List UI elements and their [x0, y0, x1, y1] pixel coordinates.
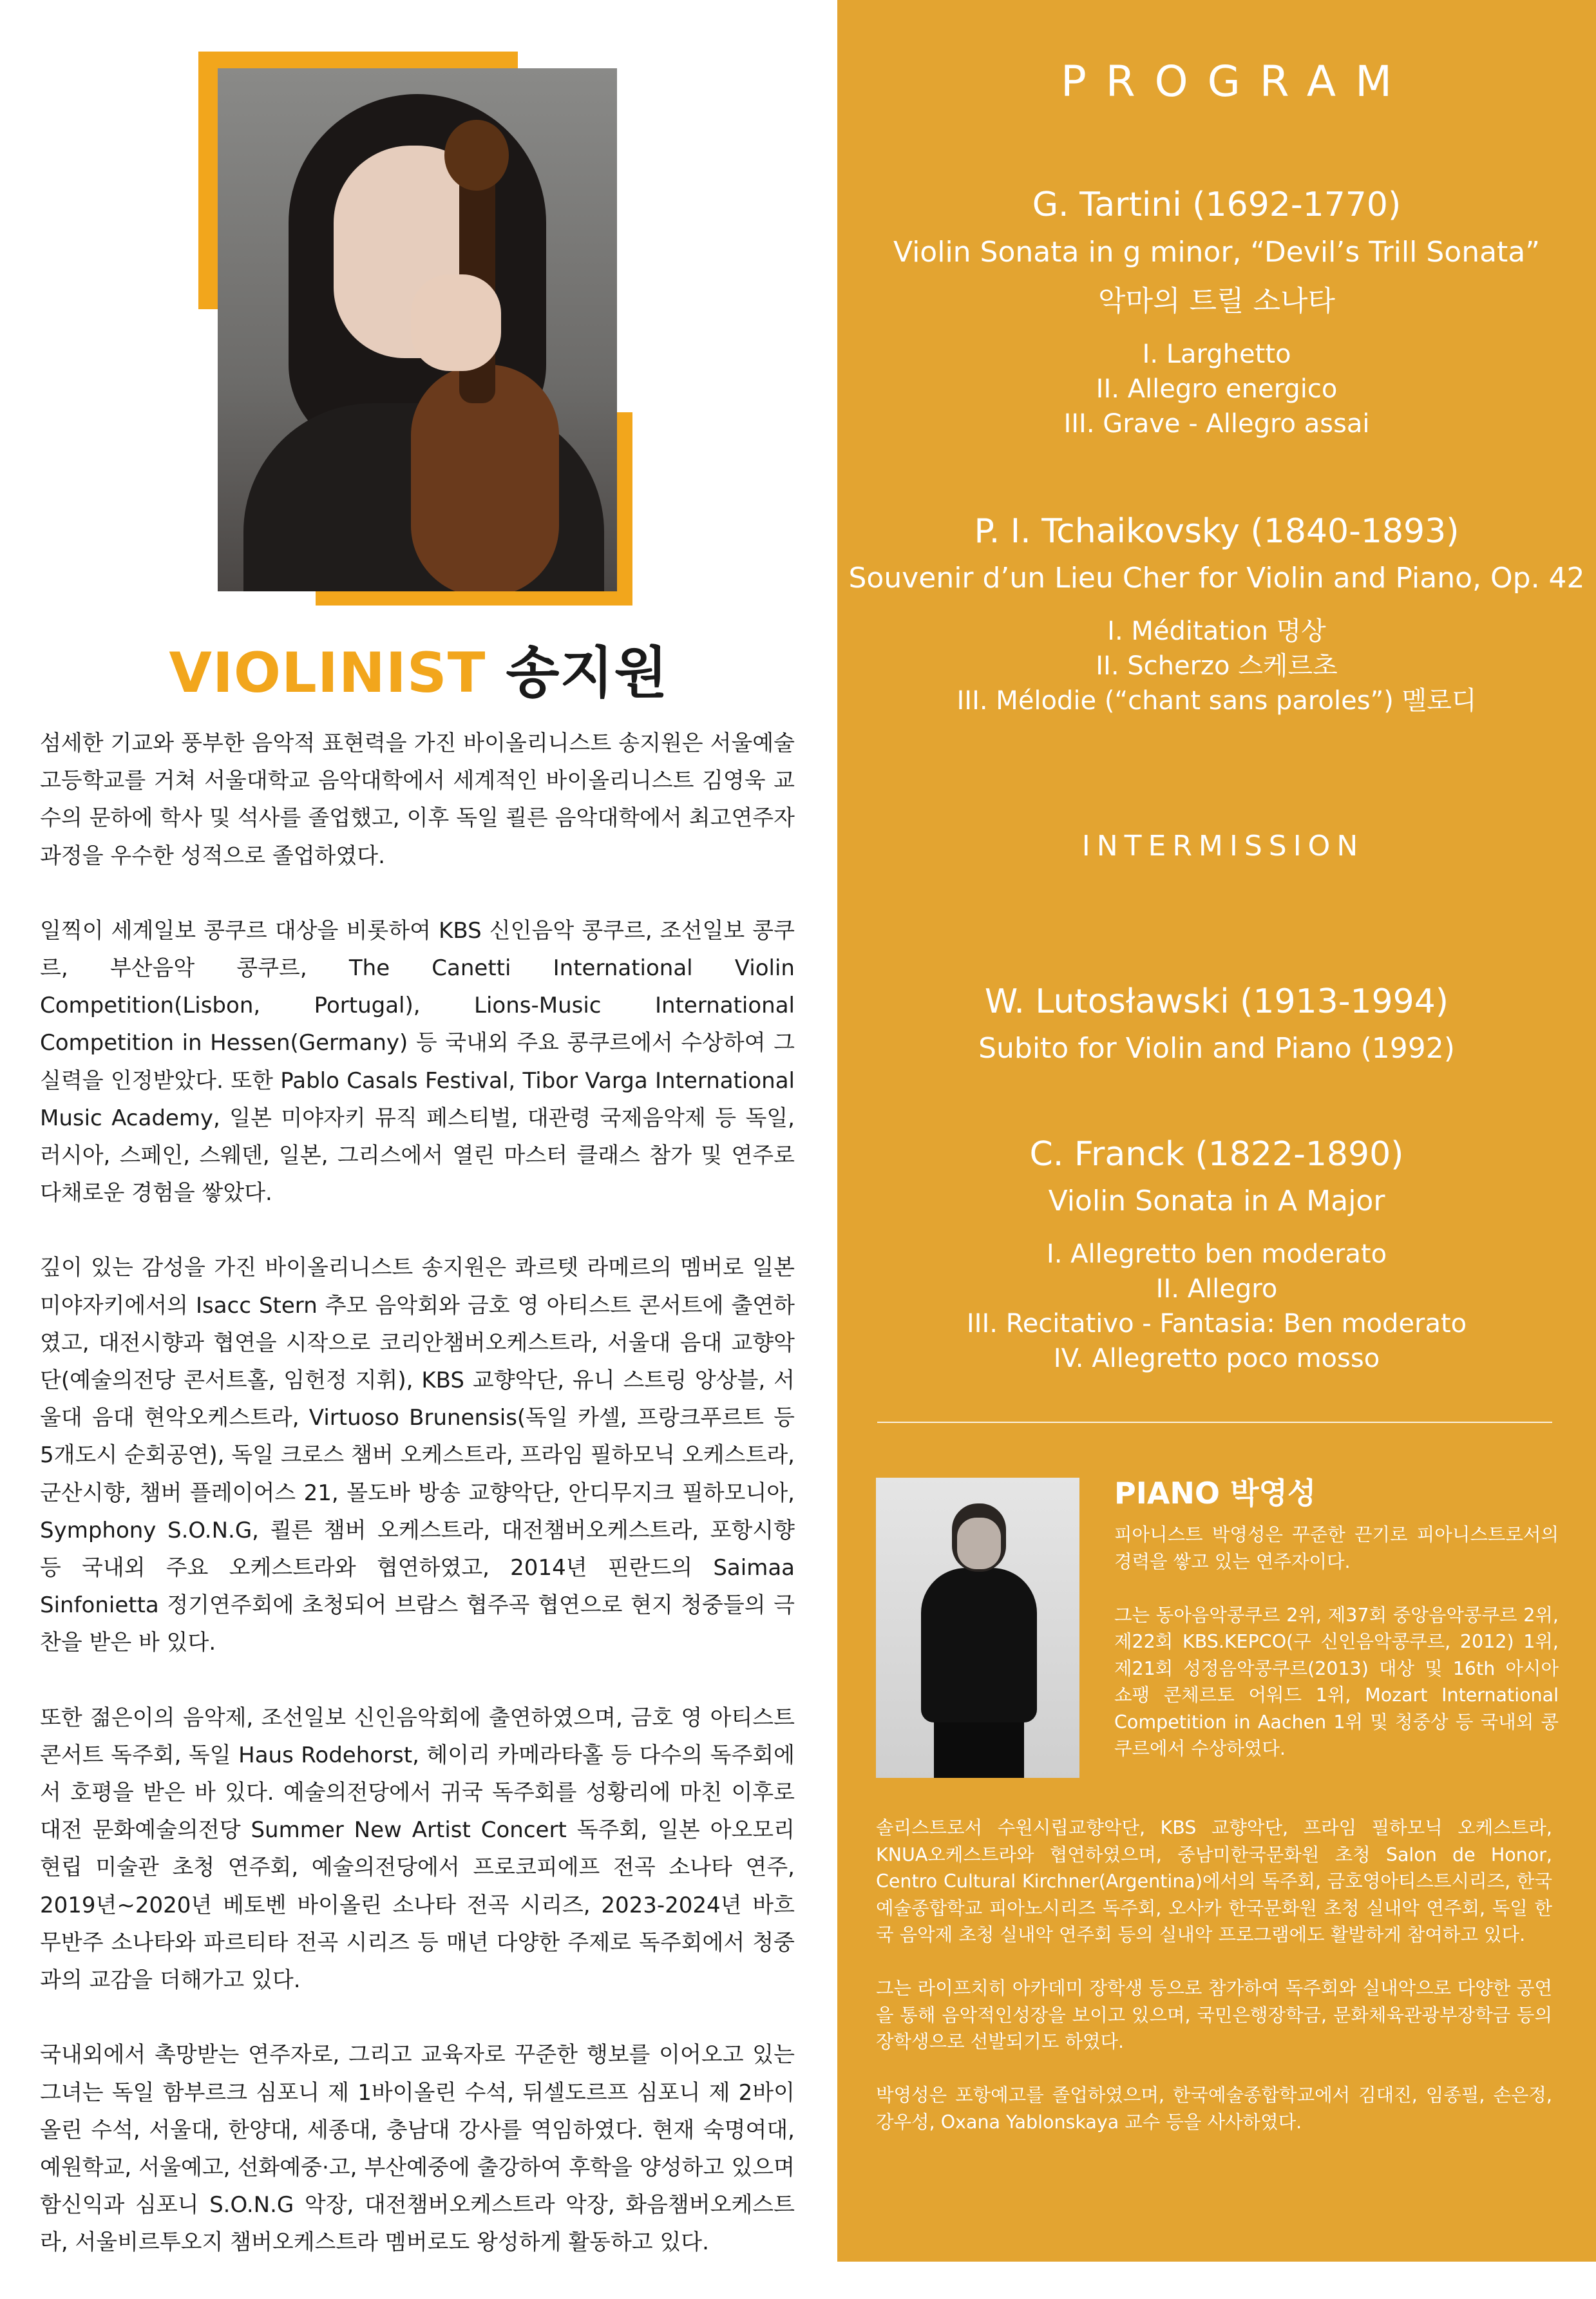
piece-movement: I. Larghetto: [1142, 339, 1291, 369]
pianist-bio-paragraph: 그는 동아음악콩쿠르 2위, 제37회 중앙음악콩쿠르 2위, 제22회 KBS.KEPCO(구 신인음악콩쿠르, 2012) 1위, 제21회 성정음악콩쿠르(2013) 대상 및 16th 아시아 쇼팽 콘체르토 어워드 1위, Mozart International Competition in Aachen 1위 및 청중상 등 국내외 콩쿠르에서 수상하였다.: [1114, 1604, 1559, 1759]
bio-paragraph: 일찍이 세계일보 콩쿠르 대상을 비롯하여 KBS 신인음악 콩쿠르, 조선일보 콩쿠르, 부산음악 콩쿠르, The Canetti International Violin Competition(Lisbon, Portugal), Lions-Music International Competition in Hessen(Germany) 등 국내외 주요 콩쿠르에서 수상하여 그 실력을 인정받았다. 또한 Pablo Casals Festival, Tibor Varga International Music Academy, 일본 미야자키 뮤직 페스티벌, 대관령 국제음악제 등 독일, 러시아, 스페인, 스웨덴, 일본, 그리스에서 열린 마스터 클래스 참가 및 연주로 다채로운 경험을 쌓았다.: [40, 917, 795, 1207]
violinist-photo: [218, 68, 617, 591]
title-name: 송지원: [506, 641, 669, 705]
piece-movement: II. Allegro energico: [1096, 374, 1338, 404]
violinist-title: [0, 628, 837, 708]
piece-work-korean: 악마의 트릴 소나타: [1097, 285, 1335, 318]
bio-paragraph: 깊이 있는 감성을 가진 바이올리니스트 송지원은 콰르텟 라메르의 멤버로 일본 미야자키에서의 Isacc Stern 추모 음악회와 금호 영 아티스트 콘서트에 출연하였고, 대전시향과 협연을 시작으로 코리안챔버오케스트라, 서울대 음대 교향악단(예술의전당 콘서트홀, 임헌정 지휘), KBS 교향악단, 유니 스트링 앙상블, 서울대 음대 현악오케스트라, Virtuoso Brunensis(독일 카셀, 프랑크푸르트 등 5개도시 순회공연), 독일 크로스 챔버 오케스트라, 프라임 필하모닉 오케스트라, 군산시향, 챔버 플레이어스 21, 몰도바 방송 교향악단, 안디무지크 필하모니아, Symphony S.O.N.G, 쾰른 챔버 오케스트라, 대전챔버오케스트라, 포항시향 등 국내외 주요 오케스트라와 협연하였고, 2014년 핀란드의 Saimaa Sinfonietta 정기연주회에 초청되어 브람스 협주곡 협연으로 현지 청중들의 극찬을 받은 바 있다.: [40, 1255, 795, 1656]
program-panel: [837, 0, 1596, 2262]
piece-movement: I. Allegretto ben moderato: [1046, 1239, 1387, 1269]
piece-work: Souvenir d’un Lieu Cher for Violin and Piano, Op. 42: [848, 562, 1585, 595]
piece-movement: II. Allegro: [1155, 1274, 1278, 1304]
piece-movement: III. Mélodie (“chant sans paroles”) 멜로디: [956, 686, 1477, 716]
section-divider: [877, 1422, 1552, 1423]
piece-movement: III. Grave - Allegro assai: [1063, 409, 1370, 439]
pianist-bio-wide: [876, 1815, 1552, 2162]
violinist-bio: [40, 725, 795, 2299]
piece-movement: IV. Allegretto poco mosso: [1053, 1344, 1380, 1373]
pianist-photo: [876, 1478, 1079, 1778]
intermission-label: INTERMISSION: [1081, 830, 1365, 863]
bio-paragraph: 국내외에서 촉망받는 연주자로, 그리고 교육자로 꾸준한 행보를 이어오고 있는 그녀는 독일 함부르크 심포니 제 1바이올린 수석, 뒤셀도르프 심포니 제 2바이올린 수석, 서울대, 한양대, 세종대, 충남대 강사를 역임하였다. 현재 숙명여대, 예원학교, 서울예고, 선화예중·고, 부산예중에 출강하여 후학을 양성하고 있으며 함신익과 심포니 S.O.N.G 악장, 대전챔버오케스트라 악장, 화음챔버오케스트라, 서울비르투오지 챔버오케스트라 멤버로도 왕성하게 활동하고 있다.: [40, 2042, 795, 2256]
piece-composer: P. I. Tchaikovsky (1840-1893): [974, 512, 1459, 551]
piece-composer: W. Lutosławski (1913-1994): [984, 982, 1449, 1021]
piece-movement: III. Recitativo - Fantasia: Ben moderato: [966, 1309, 1467, 1339]
bio-paragraph: 섬세한 기교와 풍부한 음악적 표현력을 가진 바이올리니스트 송지원은 서울예술고등학교를 거쳐 서울대학교 음악대학에서 세계적인 바이올리니스트 김영욱 교수의 문하에 학사 및 석사를 졸업했고, 이후 독일 쾰른 음악대학에서 최고연주자과정을 우수한 성적으로 졸업하였다.: [40, 730, 795, 869]
piece-work: Violin Sonata in A Major: [1048, 1185, 1385, 1217]
program-heading: PROGRAM: [1060, 57, 1412, 106]
pianist-bio-paragraph: 피아니스트 박영성은 꾸준한 끈기로 피아니스트로서의 경력을 쌓고 있는 연주자이다.: [1114, 1524, 1559, 1572]
pianist-heading: PIANO 박영성: [1114, 1476, 1316, 1511]
title-role: VIOLINIST: [169, 641, 486, 705]
piece-work: Subito for Violin and Piano (1992): [978, 1032, 1455, 1065]
piece-movement: II. Scherzo 스케르초: [1096, 651, 1338, 681]
piece-composer: C. Franck (1822-1890): [1029, 1135, 1404, 1174]
bio-paragraph: 또한 젊은이의 음악제, 조선일보 신인음악회에 출연하였으며, 금호 영 아티스트 콘서트 독주회, 독일 Haus Rodehorst, 헤이리 카메라타홀 등 다수의 독주회에서 호평을 받은 바 있다. 예술의전당에서 귀국 독주회를 성황리에 마친 이후로 대전 문화예술의전당 Summer New Artist Concert 독주회, 일본 아오모리 현립 미술관 초청 연주회, 예술의전당에서 프로코피에프 전곡 소나타 연주, 2019년~2020년 베토벤 바이올린 소나타 전곡 시리즈, 2023-2024년 바흐 무반주 소나타와 파르티타 전곡 시리즈 등 매년 다양한 주제로 독주회에서 청중과의 교감을 더해가고 있다.: [40, 1704, 795, 1994]
piece-movement: I. Méditation 명상: [1107, 616, 1326, 646]
piece-work: Violin Sonata in g minor, “Devil’s Trill Sonata”: [893, 236, 1541, 269]
piece-composer: G. Tartini (1692-1770): [1032, 186, 1401, 224]
pianist-bio-paragraph: 솔리스트로서 수원시립교향악단, KBS 교향악단, 프라임 필하모닉 오케스트라, KNUA오케스트라와 협연하였으며, 중남미한국문화원 초청 Salon de Honor, Centro Cultural Kirchner(Argentina)에서의 독주회, 금호영아티스트시리즈, 한국예술종합학교 피아노시리즈 독주회, 오사카 한국문화원 초청 실내악 연주회, 독일 한국 음악제 초청 실내악 연주회 등의 실내악 프로그램에도 활발하게 참여하고 있다.: [876, 1817, 1552, 1945]
pianist-bio-paragraph: 그는 라이프치히 아카데미 장학생 등으로 참가하여 독주회와 실내악으로 다양한 공연을 통해 음악적인성장을 보이고 있으며, 국민은행장학금, 문화체육관광부장학금 등의 장학생으로 선발되기도 하였다.: [876, 1978, 1552, 2052]
pianist-bio-paragraph: 박영성은 포항예고를 졸업하였으며, 한국예술종합학교에서 김대진, 임종필, 손은정, 강우성, Oxana Yablonskaya 교수 등을 사사하였다.: [876, 2084, 1552, 2133]
pianist-bio-side: [1114, 1522, 1559, 1789]
